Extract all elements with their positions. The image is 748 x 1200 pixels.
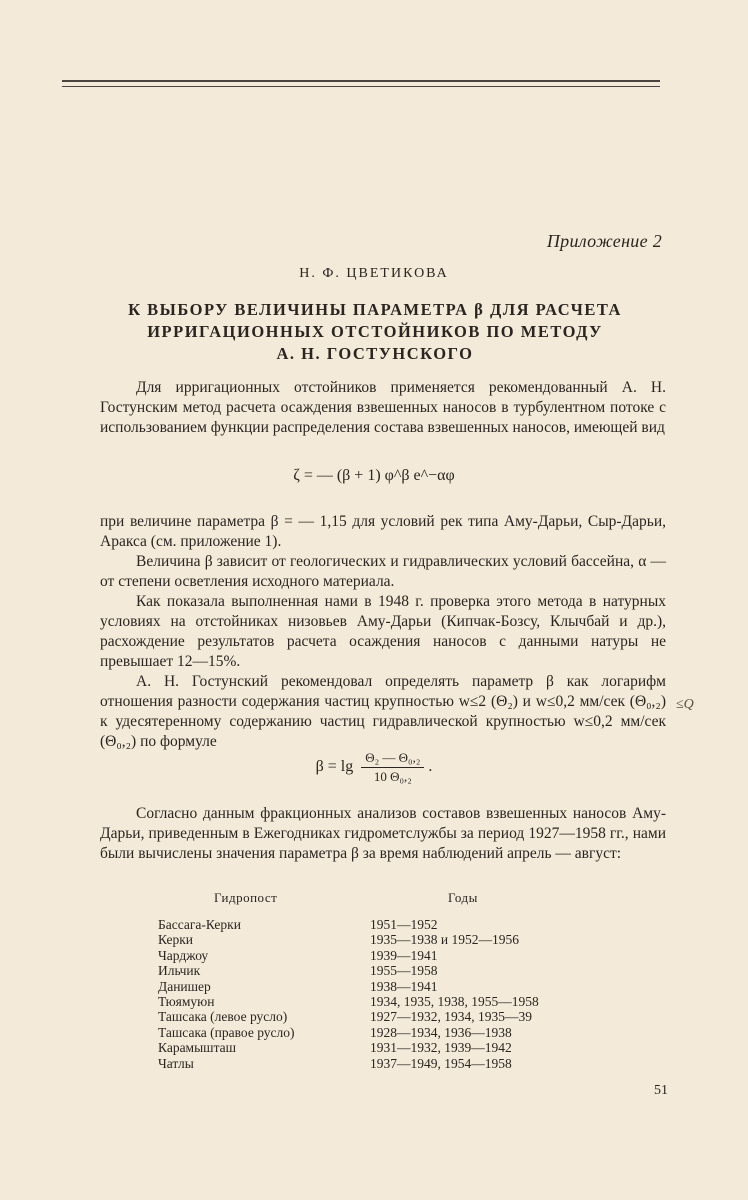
formula-fraction xyxy=(361,750,424,785)
title-line: А. Н. ГОСТУНСКОГО xyxy=(276,344,474,363)
formula-numerator: Θ₂ — Θ₀,₂ xyxy=(361,750,424,768)
paragraph-6 xyxy=(100,804,666,864)
page-number: 51 xyxy=(654,1083,668,1098)
station-name: Бассага-Керки xyxy=(158,917,241,932)
table-row xyxy=(158,994,578,1009)
table-row xyxy=(158,1040,578,1055)
table-row xyxy=(158,917,578,932)
table-row xyxy=(158,1025,578,1040)
beta-formula xyxy=(0,750,748,785)
station-name: Чатлы xyxy=(158,1055,194,1071)
table-row xyxy=(158,1009,578,1024)
station-name: Чарджоу xyxy=(158,947,209,963)
top-rule xyxy=(62,80,660,82)
table-row xyxy=(158,932,578,947)
article-title xyxy=(90,299,660,365)
station-years: 1928—1934, 1936—1938 xyxy=(370,1024,512,1040)
table-row xyxy=(158,948,578,963)
station-name: Данишер xyxy=(158,978,211,994)
station-years: 1938—1941 xyxy=(370,978,438,994)
stations-table xyxy=(158,917,578,1071)
station-name: Ташсака (правое русло) xyxy=(158,1024,295,1040)
station-years: 1931—1932, 1939—1942 xyxy=(370,1040,512,1056)
station-name: Керки xyxy=(158,932,194,948)
author-name: Н. Ф. ЦВЕТИКОВА xyxy=(299,266,449,281)
paragraph-block xyxy=(100,512,666,752)
title-line: ИРРИГАЦИОННЫХ ОТСТОЙНИКОВ ПО МЕТОДУ xyxy=(147,322,603,341)
table-row xyxy=(158,1056,578,1071)
station-years: 1951—1952 xyxy=(370,917,438,932)
paragraph-text: Как показала выполненная нами в 1948 г. проверка этого метода в натурных условиях на отстойниках низовьев Аму-Дарьи (Кипчак-Бозсу, Клычбай и др.), расхождение результатов расчета осаждения наносов с данными натуры не превышает 12—15%. xyxy=(100,593,666,670)
table-row xyxy=(158,979,578,994)
station-name: Ильчик xyxy=(158,963,201,979)
paragraph-text: Величина β зависит от геологических и гидравлических условий бассейна, α — от степени осветления исходного материала. xyxy=(100,553,666,590)
formula-denominator: 10 Θ₀,₂ xyxy=(373,769,412,784)
table-header-station: Гидропост xyxy=(214,890,278,905)
station-name: Ташсака (левое русло) xyxy=(158,1009,288,1025)
station-years: 1937—1949, 1954—1958 xyxy=(370,1055,512,1071)
handwritten-margin-note: ≤Q xyxy=(676,697,694,712)
paragraph-text: А. Н. Гостунский рекомендовал определять параметр β как логарифм отношения разности содержания частиц крупностью w≤2 (Θ₂) и w≤0,2 мм/сек (Θ₀,₂) к удесятеренному содержанию частиц гидравлической крупностью w≤0,2 мм/сек (Θ₀,₂) по формуле xyxy=(100,673,666,750)
formula-lhs: β = lg xyxy=(315,758,354,776)
station-name: Карамышташ xyxy=(158,1040,237,1056)
table-row xyxy=(158,963,578,978)
paragraph-text: Для ирригационных отстойников применяется рекомендованный А. Н. Гостунским метод расчета осаждения взвешенных наносов в турбулентном потоке с использованием функции распределения состава взвешенных наносов, имеющей вид xyxy=(100,379,666,436)
appendix-label: Приложение 2 xyxy=(546,231,662,251)
station-years: 1927—1932, 1934, 1935—39 xyxy=(370,1009,532,1025)
station-years: 1934, 1935, 1938, 1955—1958 xyxy=(370,993,539,1009)
station-name: Тюямуюн xyxy=(158,993,215,1009)
paragraph-text: Согласно данным фракционных анализов составов взвешенных наносов Аму-Дарьи, приведенным в Ежегодниках гидрометслужбы за период 1927—1958 гг., нами были вычислены значения параметра β за время наблюдений апрель — август: xyxy=(100,805,666,862)
table-header-years: Годы xyxy=(448,890,478,905)
distribution-formula: ζ = — (β + 1) φ^β e^−αφ xyxy=(293,467,455,484)
top-rule-thin xyxy=(62,86,660,87)
station-years: 1939—1941 xyxy=(370,947,438,963)
formula-end: . xyxy=(428,758,433,776)
title-line: К ВЫБОРУ ВЕЛИЧИНЫ ПАРАМЕТРА β ДЛЯ РАСЧЕТА xyxy=(128,300,622,319)
paragraph-text: при величине параметра β = — 1,15 для условий рек типа Аму-Дарьи, Сыр-Дарьи, Аракса (см. приложение 1). xyxy=(100,513,666,550)
paragraph-1 xyxy=(100,378,666,438)
station-years: 1955—1958 xyxy=(370,963,438,979)
station-years: 1935—1938 и 1952—1956 xyxy=(370,932,519,948)
